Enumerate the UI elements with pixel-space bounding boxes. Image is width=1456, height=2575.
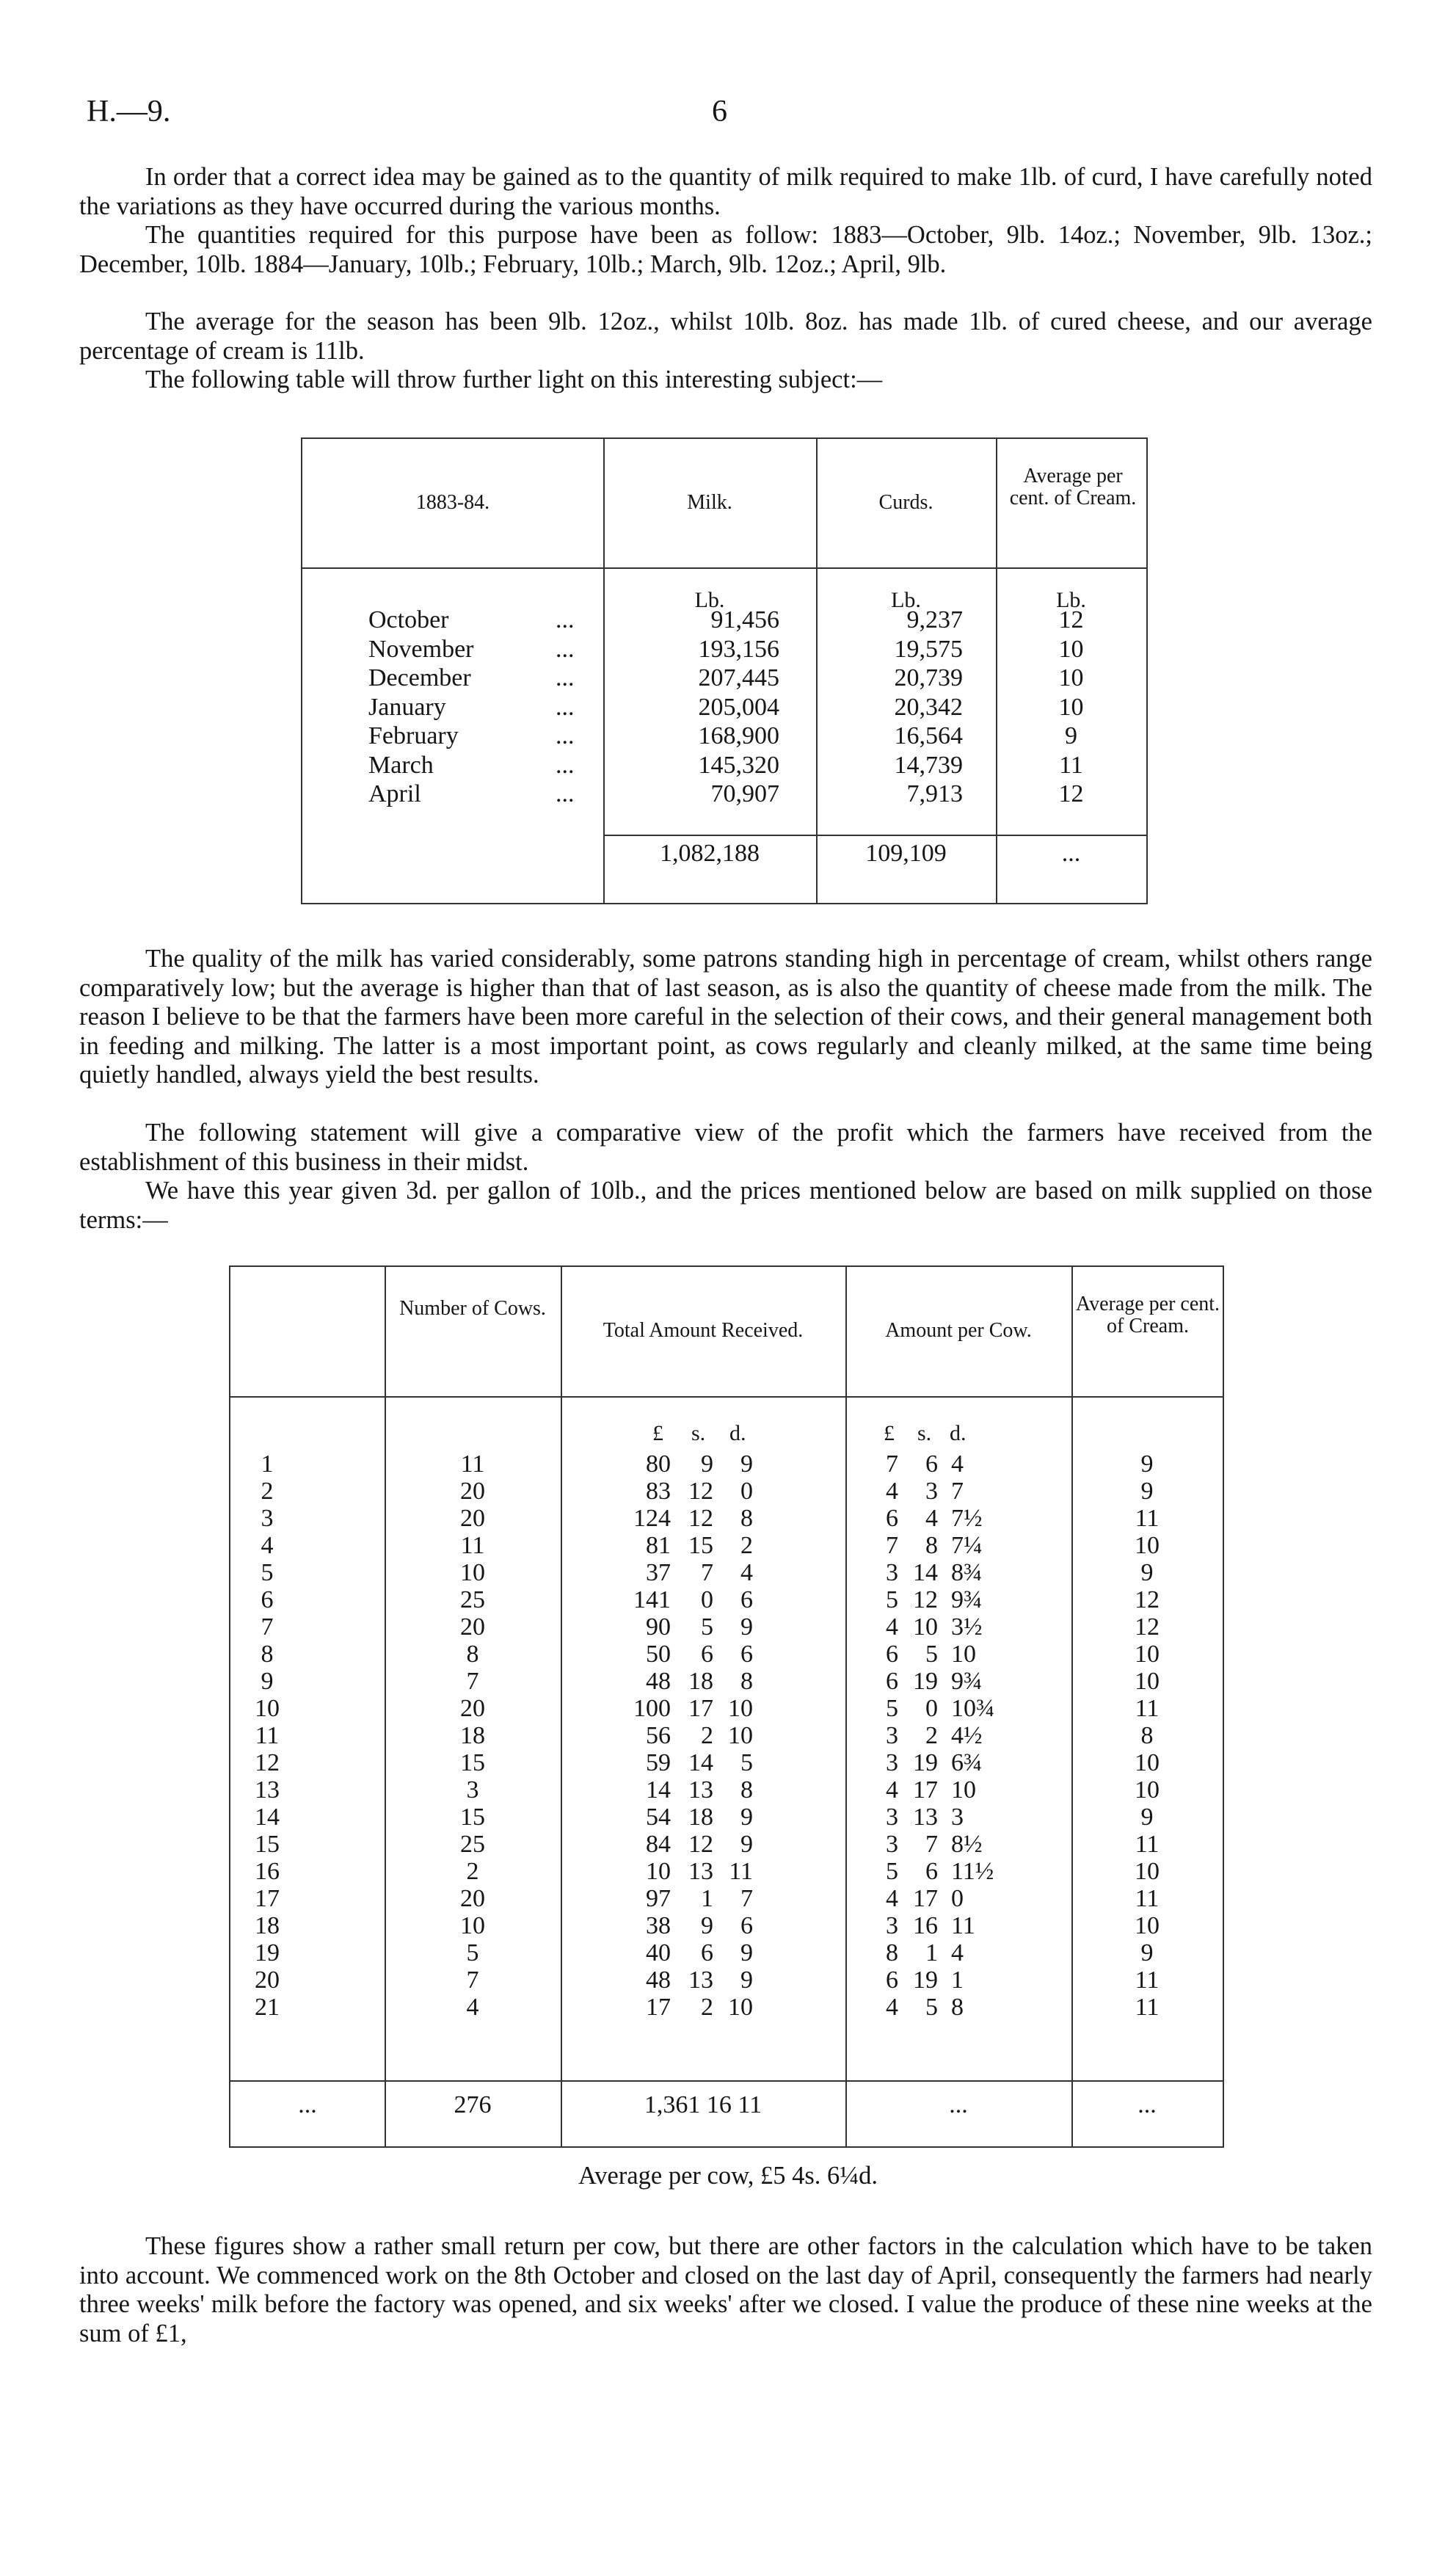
unit-cream: Lb. xyxy=(1056,588,1086,612)
month-cell: March xyxy=(368,751,434,779)
row-number: 17 xyxy=(255,1885,280,1912)
cream-cell: 12 xyxy=(1058,780,1084,807)
milk-cell: 207,445 xyxy=(698,664,779,691)
cream-percent-cell: 10 xyxy=(1135,1641,1160,1668)
paragraph-milk-quality: The quality of the milk has varied considerably, some patrons standing high in percentage of cream, whilst others range comparatively low; but the average is higher than that of last season, as is also the quantity of cheese made from the milk. The reason I believe to be that the farmers have been more careful in the selection of their cows, and their general management both in feeding and milking. The latter is a most important point, as cows regularly and cleanly milked, at the same time being quietly handled, always yield the best results. xyxy=(79,945,1372,1089)
cow-pounds-cell: 4 xyxy=(886,1994,898,2021)
header-curds: Curds. xyxy=(878,491,933,514)
cows-cell: 10 xyxy=(460,1559,485,1586)
row-number: 20 xyxy=(255,1966,280,1994)
cream-percent-cell: 8 xyxy=(1140,1722,1154,1749)
average-per-cow: Average per cow, £5 4s. 6¼d. xyxy=(578,2162,878,2190)
total-shillings-cell: 12 xyxy=(688,1831,713,1858)
row-number: 10 xyxy=(255,1695,280,1722)
cream-percent-cell: 11 xyxy=(1135,1994,1160,2021)
cow-shillings-cell: 3 xyxy=(925,1478,938,1505)
cow-pounds-cell: 6 xyxy=(886,1505,898,1532)
milk-cell: 205,004 xyxy=(698,693,779,721)
total-milk: 1,082,188 xyxy=(660,840,760,867)
total-pence-cell: 10 xyxy=(728,1722,753,1749)
header-period: 1883-84. xyxy=(415,491,490,514)
leader-dots: ... xyxy=(556,606,575,633)
cow-pence-cell: 0 xyxy=(951,1885,964,1912)
cows-cell: 20 xyxy=(460,1505,485,1532)
table-row xyxy=(230,1749,1223,1776)
cow-pounds-cell: 3 xyxy=(886,1722,898,1749)
cow-shillings-cell: 19 xyxy=(913,1668,938,1695)
cow-pounds-cell: 7 xyxy=(886,1532,898,1559)
total-pence-cell: 4 xyxy=(740,1559,753,1586)
total-shillings-cell: 1 xyxy=(701,1885,713,1912)
table-row xyxy=(230,1586,1223,1613)
total-pounds-cell: 97 xyxy=(646,1885,671,1912)
total-pence-cell: 8 xyxy=(740,1776,753,1804)
table-row xyxy=(230,1450,1223,1478)
header-milk: Milk. xyxy=(687,491,732,514)
cream-cell: 11 xyxy=(1059,751,1083,779)
row-number: 4 xyxy=(261,1532,274,1559)
total-pounds-cell: 17 xyxy=(646,1994,671,2021)
total-pence-cell: 9 xyxy=(740,1831,753,1858)
row-number: 9 xyxy=(261,1668,274,1695)
total-pence-cell: 10 xyxy=(728,1994,753,2021)
cow-pence-cell: 8½ xyxy=(951,1831,983,1858)
row-number: 15 xyxy=(255,1831,280,1858)
month-cell: December xyxy=(368,664,471,691)
cream-percent-cell: 10 xyxy=(1135,1912,1160,1939)
paragraph-terms: We have this year given 3d. per gallon of 10lb., and the prices mentioned below are based on milk supplied on those terms:— xyxy=(79,1177,1372,1234)
cow-shillings-cell: 7 xyxy=(925,1831,938,1858)
cream-percent-cell: 12 xyxy=(1135,1613,1160,1641)
cream-percent-cell: 11 xyxy=(1135,1505,1160,1532)
cow-pounds-cell: 3 xyxy=(886,1804,898,1831)
month-cell: January xyxy=(368,693,446,721)
row-number: 8 xyxy=(261,1641,274,1668)
cows-cell: 7 xyxy=(466,1668,479,1695)
cows-cell: 10 xyxy=(460,1912,485,1939)
total-cream: ... xyxy=(1061,840,1081,867)
cow-pence-cell: 4½ xyxy=(951,1722,983,1749)
cow-shillings-cell: 5 xyxy=(925,1641,938,1668)
cow-pounds-cell: 6 xyxy=(886,1668,898,1695)
row-number: 6 xyxy=(261,1586,274,1613)
paragraph-conclusion: These figures show a rather small return per cow, but there are other factors in the calculation which have to be taken into account. We commenced work on the 8th October and closed on the last day of April, consequently the farmers had nearly three weeks' milk before the factory was opened, and six weeks' after we closed. I value the produce of these nine weeks at the sum of £1, xyxy=(79,2232,1372,2347)
header-cream: Average per cent. of Cream. xyxy=(1009,465,1137,509)
total-pounds-cell: 14 xyxy=(646,1776,671,1804)
total-pence-cell: 9 xyxy=(740,1450,753,1478)
total-shillings-cell: 6 xyxy=(701,1939,713,1966)
row-number: 5 xyxy=(261,1559,274,1586)
row-number: 11 xyxy=(255,1722,280,1749)
curds-cell: 7,913 xyxy=(906,780,963,807)
cream-percent-cell: 11 xyxy=(1135,1885,1160,1912)
cow-shillings-cell: 19 xyxy=(913,1749,938,1776)
cow-pence-cell: 11½ xyxy=(951,1858,994,1885)
total-shillings-cell: 2 xyxy=(701,1722,713,1749)
paragraph-average: The average for the season has been 9lb. 12oz., whilst 10lb. 8oz. has made 1lb. of cured cheese, and our average percentage of cream is 11lb. xyxy=(79,308,1372,365)
table-row xyxy=(230,1695,1223,1722)
unit-total-shillings: s. xyxy=(691,1421,706,1445)
cow-shillings-cell: 13 xyxy=(913,1804,938,1831)
cow-shillings-cell: 6 xyxy=(925,1858,938,1885)
total-pounds-cell: 54 xyxy=(646,1804,671,1831)
cows-cell: 18 xyxy=(460,1722,485,1749)
cows-cell: 8 xyxy=(466,1641,479,1668)
header-total-received: Total Amount Received. xyxy=(603,1319,804,1342)
cow-pence-cell: 7 xyxy=(951,1478,964,1505)
total-shillings-cell: 12 xyxy=(688,1478,713,1505)
table-row xyxy=(230,1722,1223,1749)
cream-percent-cell: 10 xyxy=(1135,1776,1160,1804)
table-row xyxy=(230,1478,1223,1505)
row-number: 13 xyxy=(255,1776,280,1804)
paragraph-table-intro: The following table will throw further light on this interesting subject:— xyxy=(145,366,883,393)
cream-percent-cell: 10 xyxy=(1135,1749,1160,1776)
total-shillings-cell: 17 xyxy=(688,1695,713,1722)
total-pence-cell: 8 xyxy=(740,1505,753,1532)
total-shillings-cell: 14 xyxy=(688,1749,713,1776)
cream-cell: 10 xyxy=(1058,635,1084,663)
cow-pounds-cell: 3 xyxy=(886,1559,898,1586)
leader-dots: ... xyxy=(556,751,575,779)
cows-cell: 25 xyxy=(460,1586,485,1613)
leader-dots: ... xyxy=(556,664,575,691)
table-row xyxy=(230,1804,1223,1831)
total-pence-cell: 10 xyxy=(728,1695,753,1722)
cows-cell: 7 xyxy=(466,1966,479,1994)
total-pounds-cell: 59 xyxy=(646,1749,671,1776)
total-pounds-cell: 83 xyxy=(646,1478,671,1505)
page-number: 6 xyxy=(712,95,727,128)
total-pounds-cell: 56 xyxy=(646,1722,671,1749)
total-shillings-cell: 6 xyxy=(701,1641,713,1668)
curds-cell: 9,237 xyxy=(906,606,963,633)
cow-shillings-cell: 2 xyxy=(925,1722,938,1749)
cow-shillings-cell: 14 xyxy=(913,1559,938,1586)
month-cell: April xyxy=(368,780,421,807)
row-number: 7 xyxy=(261,1613,274,1641)
report-reference: H.—9. xyxy=(87,95,171,128)
cow-pounds-cell: 6 xyxy=(886,1966,898,1994)
cow-pence-cell: 4 xyxy=(951,1939,964,1966)
cream-percent-cell: 9 xyxy=(1140,1939,1154,1966)
patron-returns-table xyxy=(229,1265,1224,2148)
cow-pence-cell: 8¾ xyxy=(951,1559,983,1586)
total-pounds-cell: 48 xyxy=(646,1668,671,1695)
milk-cell: 193,156 xyxy=(698,635,779,663)
total-pounds-cell: 124 xyxy=(633,1505,671,1532)
cow-pence-cell: 4 xyxy=(951,1450,964,1478)
total-pounds-cell: 50 xyxy=(646,1641,671,1668)
month-cell: October xyxy=(368,606,449,633)
page-header xyxy=(87,94,1371,138)
header-number-of-cows: Number of Cows. xyxy=(399,1297,546,1320)
cow-pence-cell: 9¾ xyxy=(951,1586,983,1613)
total-shillings-cell: 18 xyxy=(688,1804,713,1831)
total-shillings-cell: 9 xyxy=(701,1912,713,1939)
milk-cell: 70,907 xyxy=(710,780,779,807)
total-row-label: ... xyxy=(298,2091,317,2118)
cow-pence-cell: 11 xyxy=(951,1912,975,1939)
cow-shillings-cell: 17 xyxy=(913,1885,938,1912)
month-cell: November xyxy=(368,635,474,663)
cow-pence-cell: 3½ xyxy=(951,1613,983,1641)
cream-percent-cell: 11 xyxy=(1135,1966,1160,1994)
cow-pounds-cell: 5 xyxy=(886,1586,898,1613)
cream-cell: 12 xyxy=(1058,606,1084,633)
cream-percent-cell: 9 xyxy=(1140,1478,1154,1505)
total-pounds-cell: 38 xyxy=(646,1912,671,1939)
cow-pounds-cell: 3 xyxy=(886,1749,898,1776)
table-row xyxy=(230,1505,1223,1532)
cow-pence-cell: 1 xyxy=(951,1966,964,1994)
unit-curds: Lb. xyxy=(891,588,921,612)
cream-cell: 10 xyxy=(1058,693,1084,721)
table-row xyxy=(230,1994,1223,2021)
paragraph-profit: The following statement will give a comparative view of the profit which the farmers have received from the establishment of this business in their midst. xyxy=(79,1119,1372,1176)
table-row xyxy=(230,1966,1223,1994)
total-shillings-cell: 0 xyxy=(701,1586,713,1613)
total-shillings-cell: 13 xyxy=(688,1966,713,1994)
cream-percent-cell: 11 xyxy=(1135,1831,1160,1858)
cow-pounds-cell: 5 xyxy=(886,1858,898,1885)
unit-total-pounds: £ xyxy=(652,1421,663,1445)
cream-percent-cell: 9 xyxy=(1140,1450,1154,1478)
cows-cell: 11 xyxy=(460,1532,485,1559)
cow-pounds-cell: 3 xyxy=(886,1912,898,1939)
table-row xyxy=(230,1668,1223,1695)
cows-cell: 15 xyxy=(460,1749,485,1776)
total-pence-cell: 6 xyxy=(740,1912,753,1939)
leader-dots: ... xyxy=(556,780,575,807)
table-row xyxy=(230,1912,1223,1939)
total-shillings-cell: 5 xyxy=(701,1613,713,1641)
cows-cell: 4 xyxy=(466,1994,479,2021)
total-shillings-cell: 15 xyxy=(688,1532,713,1559)
paragraph-curd-intro: In order that a correct idea may be gained as to the quantity of milk required to make 1lb. of curd, I have carefully noted the variations as they have occurred during the various months. xyxy=(79,163,1372,220)
cows-cell: 15 xyxy=(460,1804,485,1831)
total-pounds-cell: 141 xyxy=(633,1586,671,1613)
unit-cow-pence: d. xyxy=(950,1421,967,1445)
cow-pounds-cell: 4 xyxy=(886,1613,898,1641)
cow-shillings-cell: 8 xyxy=(925,1532,938,1559)
table-row xyxy=(230,1776,1223,1804)
cream-percent-cell: 9 xyxy=(1140,1559,1154,1586)
cow-pence-cell: 3 xyxy=(951,1804,964,1831)
monthly-milk-table xyxy=(301,437,1148,904)
cow-pence-cell: 10 xyxy=(951,1641,976,1668)
cream-percent-cell: 10 xyxy=(1135,1668,1160,1695)
curds-cell: 20,342 xyxy=(894,693,963,721)
month-cell: February xyxy=(368,722,459,749)
unit-milk: Lb. xyxy=(694,588,725,612)
milk-cell: 168,900 xyxy=(698,722,779,749)
row-number: 21 xyxy=(255,1994,280,2021)
total-cows: 276 xyxy=(454,2091,492,2118)
total-pounds-cell: 40 xyxy=(646,1939,671,1966)
row-number: 12 xyxy=(255,1749,280,1776)
cream-percent-cell: 10 xyxy=(1135,1858,1160,1885)
cows-cell: 20 xyxy=(460,1478,485,1505)
table-row xyxy=(230,1559,1223,1586)
curds-cell: 20,739 xyxy=(894,664,963,691)
cow-pounds-cell: 5 xyxy=(886,1695,898,1722)
row-number: 1 xyxy=(261,1450,274,1478)
total-pounds-cell: 80 xyxy=(646,1450,671,1478)
milk-cell: 145,320 xyxy=(698,751,779,779)
total-shillings-cell: 13 xyxy=(688,1858,713,1885)
cow-shillings-cell: 0 xyxy=(925,1695,938,1722)
total-pounds-cell: 81 xyxy=(646,1532,671,1559)
cows-cell: 3 xyxy=(466,1776,479,1804)
total-pence-cell: 7 xyxy=(740,1885,753,1912)
table-row xyxy=(230,1613,1223,1641)
cows-cell: 25 xyxy=(460,1831,485,1858)
cow-pence-cell: 10¾ xyxy=(951,1695,995,1722)
total-pence-cell: 5 xyxy=(740,1749,753,1776)
cow-shillings-cell: 5 xyxy=(925,1994,938,2021)
total-pence-cell: 11 xyxy=(729,1858,753,1885)
table-row xyxy=(230,1885,1223,1912)
total-pounds-cell: 48 xyxy=(646,1966,671,1994)
total-cream: ... xyxy=(1138,2091,1157,2118)
total-shillings-cell: 7 xyxy=(701,1559,713,1586)
curds-cell: 14,739 xyxy=(894,751,963,779)
total-per-cow: ... xyxy=(949,2091,968,2118)
leader-dots: ... xyxy=(556,722,575,749)
cow-shillings-cell: 1 xyxy=(925,1939,938,1966)
row-number: 19 xyxy=(255,1939,280,1966)
row-number: 2 xyxy=(261,1478,274,1505)
total-pounds-cell: 100 xyxy=(633,1695,671,1722)
total-shillings-cell: 13 xyxy=(688,1776,713,1804)
cow-shillings-cell: 16 xyxy=(913,1912,938,1939)
total-pence-cell: 8 xyxy=(740,1668,753,1695)
cows-cell: 20 xyxy=(460,1613,485,1641)
table-row xyxy=(230,1939,1223,1966)
total-curds: 109,109 xyxy=(865,840,947,867)
cow-pounds-cell: 8 xyxy=(886,1939,898,1966)
curds-cell: 19,575 xyxy=(894,635,963,663)
total-pence-cell: 9 xyxy=(740,1939,753,1966)
total-pence-cell: 9 xyxy=(740,1613,753,1641)
header-amount-per-cow: Amount per Cow. xyxy=(885,1319,1032,1342)
cow-pence-cell: 7¼ xyxy=(951,1532,983,1559)
cow-pence-cell: 9¾ xyxy=(951,1668,983,1695)
cream-percent-cell: 10 xyxy=(1135,1532,1160,1559)
paragraph-quantities: The quantities required for this purpose have been as follow: 1883—October, 9lb. 14oz.; November, 9lb. 13oz.; December, 10lb. 1884—January, 10lb.; February, 10lb.; March, 9lb. 12oz.; April, 9lb. xyxy=(79,221,1372,278)
header-cream-percent: Average per cent. of Cream. xyxy=(1075,1293,1220,1337)
cow-pounds-cell: 4 xyxy=(886,1478,898,1505)
total-pounds-cell: 10 xyxy=(646,1858,671,1885)
total-pounds-cell: 90 xyxy=(646,1613,671,1641)
cows-cell: 11 xyxy=(460,1450,485,1478)
leader-dots: ... xyxy=(556,635,575,663)
cow-pounds-cell: 4 xyxy=(886,1885,898,1912)
cow-pence-cell: 7½ xyxy=(951,1505,983,1532)
total-pence-cell: 6 xyxy=(740,1641,753,1668)
unit-cow-pounds: £ xyxy=(884,1421,895,1445)
table-row xyxy=(230,1532,1223,1559)
total-shillings-cell: 12 xyxy=(688,1505,713,1532)
cow-pence-cell: 10 xyxy=(951,1776,976,1804)
total-shillings-cell: 9 xyxy=(701,1450,713,1478)
total-pounds-cell: 37 xyxy=(646,1559,671,1586)
unit-total-pence: d. xyxy=(729,1421,746,1445)
cows-cell: 20 xyxy=(460,1885,485,1912)
total-pence-cell: 2 xyxy=(740,1532,753,1559)
total-pounds-cell: 84 xyxy=(646,1831,671,1858)
cow-pence-cell: 6¾ xyxy=(951,1749,983,1776)
milk-cell: 91,456 xyxy=(710,606,779,633)
cream-percent-cell: 11 xyxy=(1135,1695,1160,1722)
total-amount-received: 1,361 16 11 xyxy=(644,2091,762,2118)
cream-percent-cell: 12 xyxy=(1135,1586,1160,1613)
cream-cell: 10 xyxy=(1058,664,1084,691)
row-number: 3 xyxy=(261,1505,274,1532)
cow-pounds-cell: 6 xyxy=(886,1641,898,1668)
unit-cow-shillings: s. xyxy=(917,1421,932,1445)
row-number: 14 xyxy=(255,1804,280,1831)
table-row xyxy=(230,1831,1223,1858)
cow-shillings-cell: 19 xyxy=(913,1966,938,1994)
cow-pounds-cell: 4 xyxy=(886,1776,898,1804)
cow-pence-cell: 8 xyxy=(951,1994,964,2021)
cow-pounds-cell: 3 xyxy=(886,1831,898,1858)
total-pence-cell: 9 xyxy=(740,1804,753,1831)
total-pence-cell: 9 xyxy=(740,1966,753,1994)
cow-shillings-cell: 4 xyxy=(925,1505,938,1532)
cream-percent-cell: 9 xyxy=(1140,1804,1154,1831)
total-shillings-cell: 18 xyxy=(688,1668,713,1695)
total-shillings-cell: 2 xyxy=(701,1994,713,2021)
cream-cell: 9 xyxy=(1065,722,1077,749)
cow-pounds-cell: 7 xyxy=(886,1450,898,1478)
cows-cell: 5 xyxy=(466,1939,479,1966)
total-pence-cell: 0 xyxy=(740,1478,753,1505)
row-number: 16 xyxy=(255,1858,280,1885)
cows-cell: 20 xyxy=(460,1695,485,1722)
total-pence-cell: 6 xyxy=(740,1586,753,1613)
table-row xyxy=(230,1858,1223,1885)
cow-shillings-cell: 10 xyxy=(913,1613,938,1641)
curds-cell: 16,564 xyxy=(894,722,963,749)
cow-shillings-cell: 6 xyxy=(925,1450,938,1478)
cow-shillings-cell: 12 xyxy=(913,1586,938,1613)
leader-dots: ... xyxy=(556,693,575,721)
cows-cell: 2 xyxy=(466,1858,479,1885)
table-row xyxy=(230,1641,1223,1668)
row-number: 18 xyxy=(255,1912,280,1939)
cow-shillings-cell: 17 xyxy=(913,1776,938,1804)
